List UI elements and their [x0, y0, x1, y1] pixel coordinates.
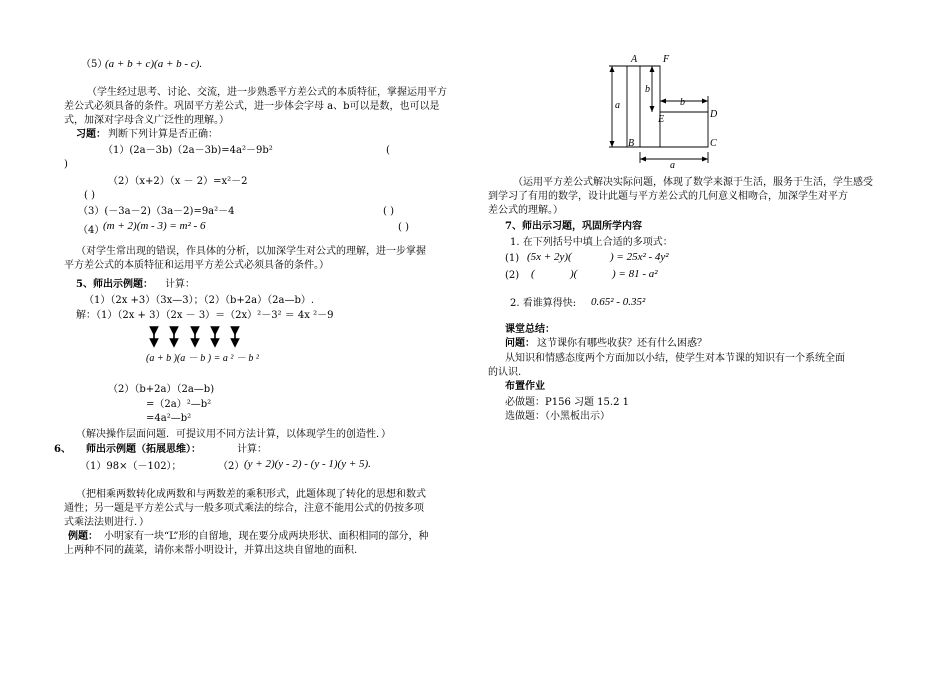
exercise-7-heading: 7、师出示习题，巩固所学内容 [505, 221, 642, 232]
example-6-problem-2-label: （2） [218, 461, 245, 472]
example-6-problem-2-expression: (y + 2)(y - 2) - (y - 1)(y + 5). [244, 458, 371, 470]
note-paragraph-5-line-2: 到学习了有用的数学，设计此题与平方差公式的几何意义相吻合，加深学生对平方 [488, 191, 848, 202]
exercise-2-answer: ( ) [84, 190, 95, 201]
note-paragraph-3: （解决操作层面问题．可提议用不同方法计算，以体现学生的创造性．） [76, 429, 391, 440]
word-problem-heading: 例题： [68, 531, 98, 542]
fill-blank-1-left: (5x + 2y)( [527, 251, 572, 263]
label-b-vertical: b [645, 84, 650, 95]
exercise-7-instruction: 1. 在下列括号中填上合适的多项式： [510, 237, 673, 248]
exercise-3: （3）(－3a－2)（3a－2)=9a²－4 [78, 206, 235, 217]
example-5-solution-1: 解：（1）（2x + 3）（2x － 3）＝（2x）²－3² ＝ 4x ²－9 [76, 310, 334, 321]
summary-line-2: 的认识. [488, 367, 522, 378]
note-paragraph-2-line-2: 平方差公式的本质特征和运用平方差公式必须具备的条件。） [64, 260, 329, 271]
summary-question-label: 问题： [505, 338, 535, 349]
note-paragraph-5-line-3: 差公式的理解。） [488, 205, 563, 216]
exercise-4-label: （4） [78, 225, 105, 236]
l-shape-outline [627, 66, 708, 147]
exercise-1: （1）(2a－3b)（2a－3b)=4a²－9b² [103, 145, 273, 156]
example-6-problem-1: （1）98×（－102）； [80, 461, 182, 472]
label-a-horizontal: a [670, 160, 675, 171]
label-a-vertical: a [615, 100, 620, 111]
example-5-problems: （1）（2x +3）（3x—3）；（2）（b+2a）（2a—b）. [84, 295, 315, 306]
exercise-4-answer: ( ) [398, 222, 409, 233]
label-E: E [658, 114, 665, 125]
summary-line-1: 从知识和情感态度两个方面加以小结，使学生对本节课的知识有一个系统全面 [505, 353, 845, 364]
fill-blank-1-right: ) = 25x² - 4y² [610, 251, 669, 263]
example-6-heading: 师出示例题（拓展思维）： [86, 444, 201, 455]
label-B: B [628, 138, 635, 149]
quick-calc-expression: 0.65² - 0.35² [591, 296, 646, 308]
note-paragraph-4-line-3: 式乘法法则进行．） [64, 517, 149, 528]
note-paragraph-1-line-1: （学生经过思考、讨论、交流，进一步熟悉平方差公式的本质特征，掌握运用平方 [87, 87, 447, 98]
summary-heading: 课堂总结： [505, 324, 555, 335]
fill-blank-2-open: ( [531, 268, 535, 280]
note-paragraph-4-line-2: 通性；另一题是平方差公式与一般多项式乘法的综合，注意不能用公式的仍按多项 [64, 503, 424, 514]
word-problem-line-2: 上两种不同的蔬菜，请你来帮小明设计，并算出这块自留地的面积. [64, 545, 358, 556]
example-5-solution-2-step-2: =4a²—b² [146, 413, 192, 424]
fill-blank-2-right: ) = 81 - a² [612, 268, 658, 280]
summary-question: 这节课你有哪些收获？还有什么困惑？ [537, 338, 707, 349]
label-b-horizontal: b [680, 97, 685, 108]
example-5-solution-2: （2）（b+2a）（2a—b) [108, 384, 215, 395]
example-5-instruction: 计算： [165, 279, 195, 290]
exercise-2: （2）（x+2）（x － 2）=x²－2 [108, 176, 248, 187]
item-5-expression: (a + b + c)(a + b - c). [105, 58, 203, 70]
exercise-heading: 习题： [76, 129, 106, 140]
note-paragraph-5-line-1: （运用平方差公式解决实际问题，体现了数学来源于生活，服务于生活，学生感受 [513, 177, 873, 188]
word-problem-line-1: 小明家有一块“L”形的自留地，现在要分成两块形状、面积相同的部分，种 [104, 531, 429, 542]
example-6-instruction: 计算： [237, 444, 267, 455]
fill-blank-2-middle: )( [570, 268, 578, 280]
exercise-instruction: 判断下列计算是否正确： [108, 129, 218, 140]
label-F: F [663, 54, 670, 65]
fill-blank-2-label: (2) [505, 270, 520, 281]
exercise-1-answer-open: ( [386, 145, 390, 156]
homework-heading: 布置作业 [505, 381, 545, 392]
note-paragraph-4-line-1: （把相乘两数转化成两数和与两数差的乘积形式，此题体现了转化的思想和数式 [76, 489, 426, 500]
label-D: D [710, 109, 718, 120]
exercise-4-expression: (m + 2)(m - 3) = m² - 6 [103, 220, 206, 232]
note-paragraph-1-line-3: 式，加深对字母含义广泛性的理解。） [64, 115, 229, 126]
example-6-number: 6、 [54, 444, 71, 455]
fill-blank-1-label: (1) [505, 253, 520, 264]
note-paragraph-2-line-1: （对学生常出现的错误，作具体的分析，以加深学生对公式的理解，进一步掌握 [76, 246, 426, 257]
example-5-heading: 5、师出示例题： [76, 279, 153, 290]
note-paragraph-1-line-2: 差公式必须具备的条件。巩固平方差公式，进一步体会字母 a、b可以是数，也可以是 [64, 101, 440, 112]
homework-required: 必做题：P156 习题 15.2 1 [505, 397, 629, 408]
label-A: A [631, 54, 638, 65]
example-5-solution-2-step-1: =（2a）²—b² [146, 399, 212, 410]
label-C: C [710, 138, 717, 149]
exercise-1-answer-close: ) [64, 159, 68, 170]
homework-optional: 选做题：（小黑板出示） [505, 411, 610, 422]
item-5-label: （5） [81, 59, 108, 70]
exercise-3-answer: ( ) [383, 206, 394, 217]
quick-calc-label: 2. 看谁算得快: [510, 298, 577, 309]
square-difference-formula: (a + b )(a － b ) = a ² － b ² [146, 353, 259, 364]
